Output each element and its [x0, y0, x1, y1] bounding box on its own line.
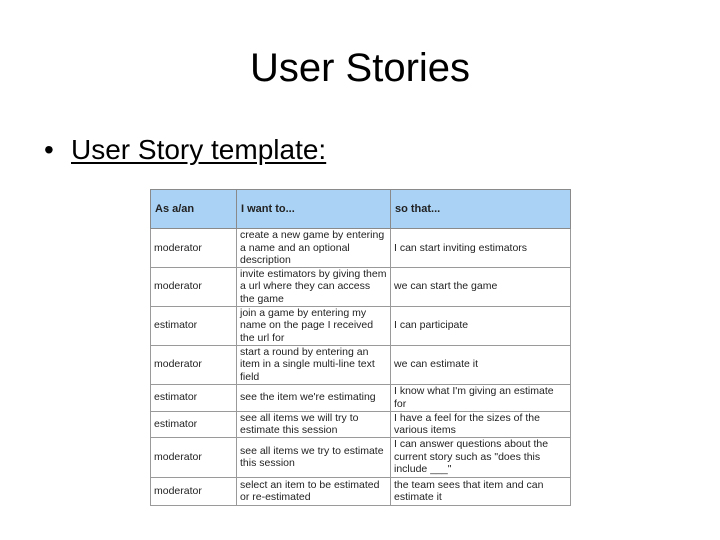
bullet-dot-icon: •	[44, 134, 54, 165]
cell-so-that: I know what I'm giving an estimate for	[391, 384, 571, 411]
cell-role: moderator	[151, 345, 237, 384]
table-row	[151, 345, 571, 384]
cell-so-that: I can start inviting estimators	[391, 229, 571, 268]
cell-role: estimator	[151, 411, 237, 437]
cell-role: moderator	[151, 477, 237, 505]
cell-role: moderator	[151, 437, 237, 477]
cell-want: see all items we will try to estimate this session	[237, 411, 391, 437]
cell-so-that: we can start the game	[391, 267, 571, 306]
cell-want: see all items we try to estimate this session	[237, 437, 391, 477]
cell-so-that: I have a feel for the sizes of the various items	[391, 411, 571, 437]
header-role: As a/an	[151, 190, 237, 229]
cell-want: select an item to be estimated or re-estimated	[237, 477, 391, 505]
cell-role: estimator	[151, 306, 237, 345]
cell-role: estimator	[151, 384, 237, 411]
cell-want: start a round by entering an item in a single multi-line text field	[237, 345, 391, 384]
cell-want: see the item we're estimating	[237, 384, 391, 411]
cell-so-that: we can estimate it	[391, 345, 571, 384]
header-so-that: so that...	[391, 190, 571, 229]
header-want: I want to...	[237, 190, 391, 229]
cell-want: join a game by entering my name on the page I received the url for	[237, 306, 391, 345]
table-row	[151, 384, 571, 411]
user-story-table-image	[150, 189, 572, 507]
table-row	[151, 229, 571, 268]
table-row	[151, 267, 571, 306]
slide-title: User Stories	[249, 46, 471, 90]
cell-role: moderator	[151, 267, 237, 306]
table-header-row	[151, 190, 571, 229]
cell-so-that: the team sees that item and can estimate it	[391, 477, 571, 505]
cell-so-that: I can participate	[391, 306, 571, 345]
user-story-table	[150, 189, 571, 506]
cell-want: invite estimators by giving them a url where they can access the game	[237, 267, 391, 306]
table-row	[151, 306, 571, 345]
cell-role: moderator	[151, 229, 237, 268]
bullet-item	[44, 132, 326, 168]
table-row	[151, 437, 571, 477]
cell-so-that: I can answer questions about the current story such as "does this include ___"	[391, 437, 571, 477]
table-row	[151, 411, 571, 437]
cell-want: create a new game by entering a name and an optional description	[237, 229, 391, 268]
bullet-text: User Story template:	[71, 134, 327, 165]
table-row	[151, 477, 571, 505]
